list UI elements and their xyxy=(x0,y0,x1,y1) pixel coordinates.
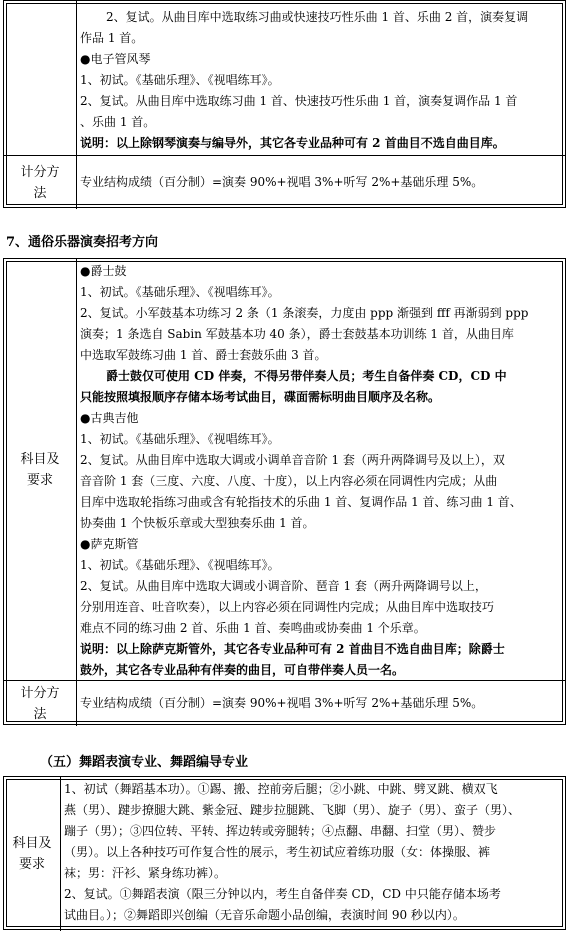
bold-line: 只能按照填报顺序存储本场考试曲目，碟面需标明曲目顺序及名称。 xyxy=(80,390,441,404)
text-line: ●爵士鼓 xyxy=(80,264,127,278)
text-line: 中选取军鼓练习曲 1 首、爵士套鼓乐曲 3 首。 xyxy=(80,348,327,362)
text-line: 1、初试。《基础乐理》、《视唱练耳》。 xyxy=(80,432,280,446)
requirements-content xyxy=(80,261,559,681)
score-label: 计分方法 xyxy=(4,156,77,209)
text-line: 2、复试。小军鼓基本功练习 2 条（1 条滚奏，力度由 ppp 渐强到 fff 再渐弱到 ppp xyxy=(80,306,529,320)
text-line: 演奏；1 条选自 Sabin 军鼓基本功 40 条），爵士套鼓基本功训练 1 首，从曲目库 xyxy=(80,327,514,341)
text-line: 、乐曲 1 首。 xyxy=(80,115,156,129)
section-heading: 7、通俗乐器演奏招考方向 xyxy=(6,235,159,250)
requirements-content xyxy=(80,7,559,154)
note-line: 鼓外，其它各专业品种有伴奏的曲目，可自带伴奏人员一名。 xyxy=(80,663,405,677)
table-dance xyxy=(3,776,566,930)
text-line: 2、复试。从曲目库中选取练习曲或快速技巧性乐曲 1 首、乐曲 2 首，演奏复调 xyxy=(106,10,529,24)
note-line: 说明：以上除萨克斯管外，其它各专业品种可有 2 首曲目不选自曲目库；除爵士 xyxy=(80,642,505,656)
score-text: 专业结构成绩（百分制）=演奏 90%+视唱 3%+听写 2%+基础乐理 5%。 xyxy=(80,175,484,189)
score-label: 计分方法 xyxy=(4,681,77,726)
text-line: 1、初试。《基础乐理》、《视唱练耳》。 xyxy=(80,73,280,87)
text-line: 1、初试。《基础乐理》、《视唱练耳》。 xyxy=(80,558,280,572)
text-line: 协奏曲 1 个快板乐章或大型独奏乐曲 1 首。 xyxy=(80,516,315,530)
text-line: （男）。以上各种技巧可作复合性的展示，考生初试应着练功服（女：体操服、裤 xyxy=(64,845,491,859)
text-line: 音音阶 1 套（三度、六度、八度、十度），以上内容必须在同调性内完成；从曲 xyxy=(80,474,498,488)
table-keyboard-continued xyxy=(3,0,566,208)
text-line: ●古典吉他 xyxy=(80,411,139,425)
text-line: 作品 1 首。 xyxy=(80,31,144,45)
label-cell-empty xyxy=(4,1,77,155)
row-requirements xyxy=(4,259,565,680)
text-line: 袜；男：汗衫、紧身练功裤）。 xyxy=(64,866,227,880)
text-line: 分别用连音、吐音吹奏），以上内容必须在同调性内完成；从曲目库中选取技巧 xyxy=(80,600,495,614)
table-popular-instruments xyxy=(3,258,566,725)
note-line: 说明：以上除钢琴演奏与编导外，其它各专业品种可有 2 首曲目不选自曲目库。 xyxy=(80,136,505,150)
requirements-content xyxy=(64,779,559,926)
requirements-label: 科目及要求 xyxy=(4,259,77,680)
bold-line: 爵士鼓仅可使用 CD 伴奏，不得另带伴奏人员；考生自备伴奏 CD，CD 中 xyxy=(106,369,507,383)
text-line: ●萨克斯管 xyxy=(80,537,139,551)
text-line: 试曲目。）；②舞蹈即兴创编（无音乐命题小品创编，表演时间 90 秒以内）。 xyxy=(64,908,465,922)
text-line: 1、初试。《基础乐理》、《视唱练耳》。 xyxy=(80,285,280,299)
score-content xyxy=(80,693,559,714)
text-line: 目库中选取轮指练习曲或含有轮指技术的乐曲 1 首、复调作品 1 首、练习曲 1 首、 xyxy=(80,495,522,509)
text-line: 燕（男）、踺步撩腿大跳、紫金冠、踺步拉腿跳、飞脚（男）、旋子（男）、蛮子（男）、 xyxy=(64,803,521,817)
section-heading: （五）舞蹈表演专业、舞蹈编导专业 xyxy=(40,755,249,770)
text-line: 2、复试。从曲目库中选取大调或小调音阶、琶音 1 套（两升两降调号以上， xyxy=(80,579,487,593)
text-line: 2、复试。①舞蹈表演（限三分钟以内，考生自备伴奏 CD，CD 中只能存储本场考 xyxy=(64,887,501,901)
row-scoring xyxy=(4,155,565,209)
text-line: 2、复试。从曲目库中选取大调或小调单音音阶 1 套（两升两降调号及以上），双 xyxy=(80,453,505,467)
text-line: 2、复试。从曲目库中选取练习曲 1 首、快速技巧性乐曲 1 首，演奏复调作品 1 首 xyxy=(80,94,518,108)
row-requirements xyxy=(4,777,565,931)
text-line: 难点不同的练习曲 2 首、乐曲 1 首、奏鸣曲或协奏曲 1 个乐章。 xyxy=(80,621,426,635)
text-line: 蹦子（男）；③四位转、平转、挥边转或旁腿转；④点翻、串翻、扫堂（男）、赞步 xyxy=(64,824,497,838)
requirements-label: 科目及要求 xyxy=(4,777,61,931)
row-scoring xyxy=(4,680,565,726)
text-line: 1、初试（舞蹈基本功）。①踢、搬、控前旁后腿；②小跳、中跳、劈叉跳、横双飞 xyxy=(64,782,498,796)
score-text: 专业结构成绩（百分制）=演奏 90%+视唱 3%+听写 2%+基础乐理 5%。 xyxy=(80,696,484,710)
text-line: ●电子管风琴 xyxy=(80,52,151,66)
score-content xyxy=(80,172,559,193)
row-requirements xyxy=(4,1,565,155)
